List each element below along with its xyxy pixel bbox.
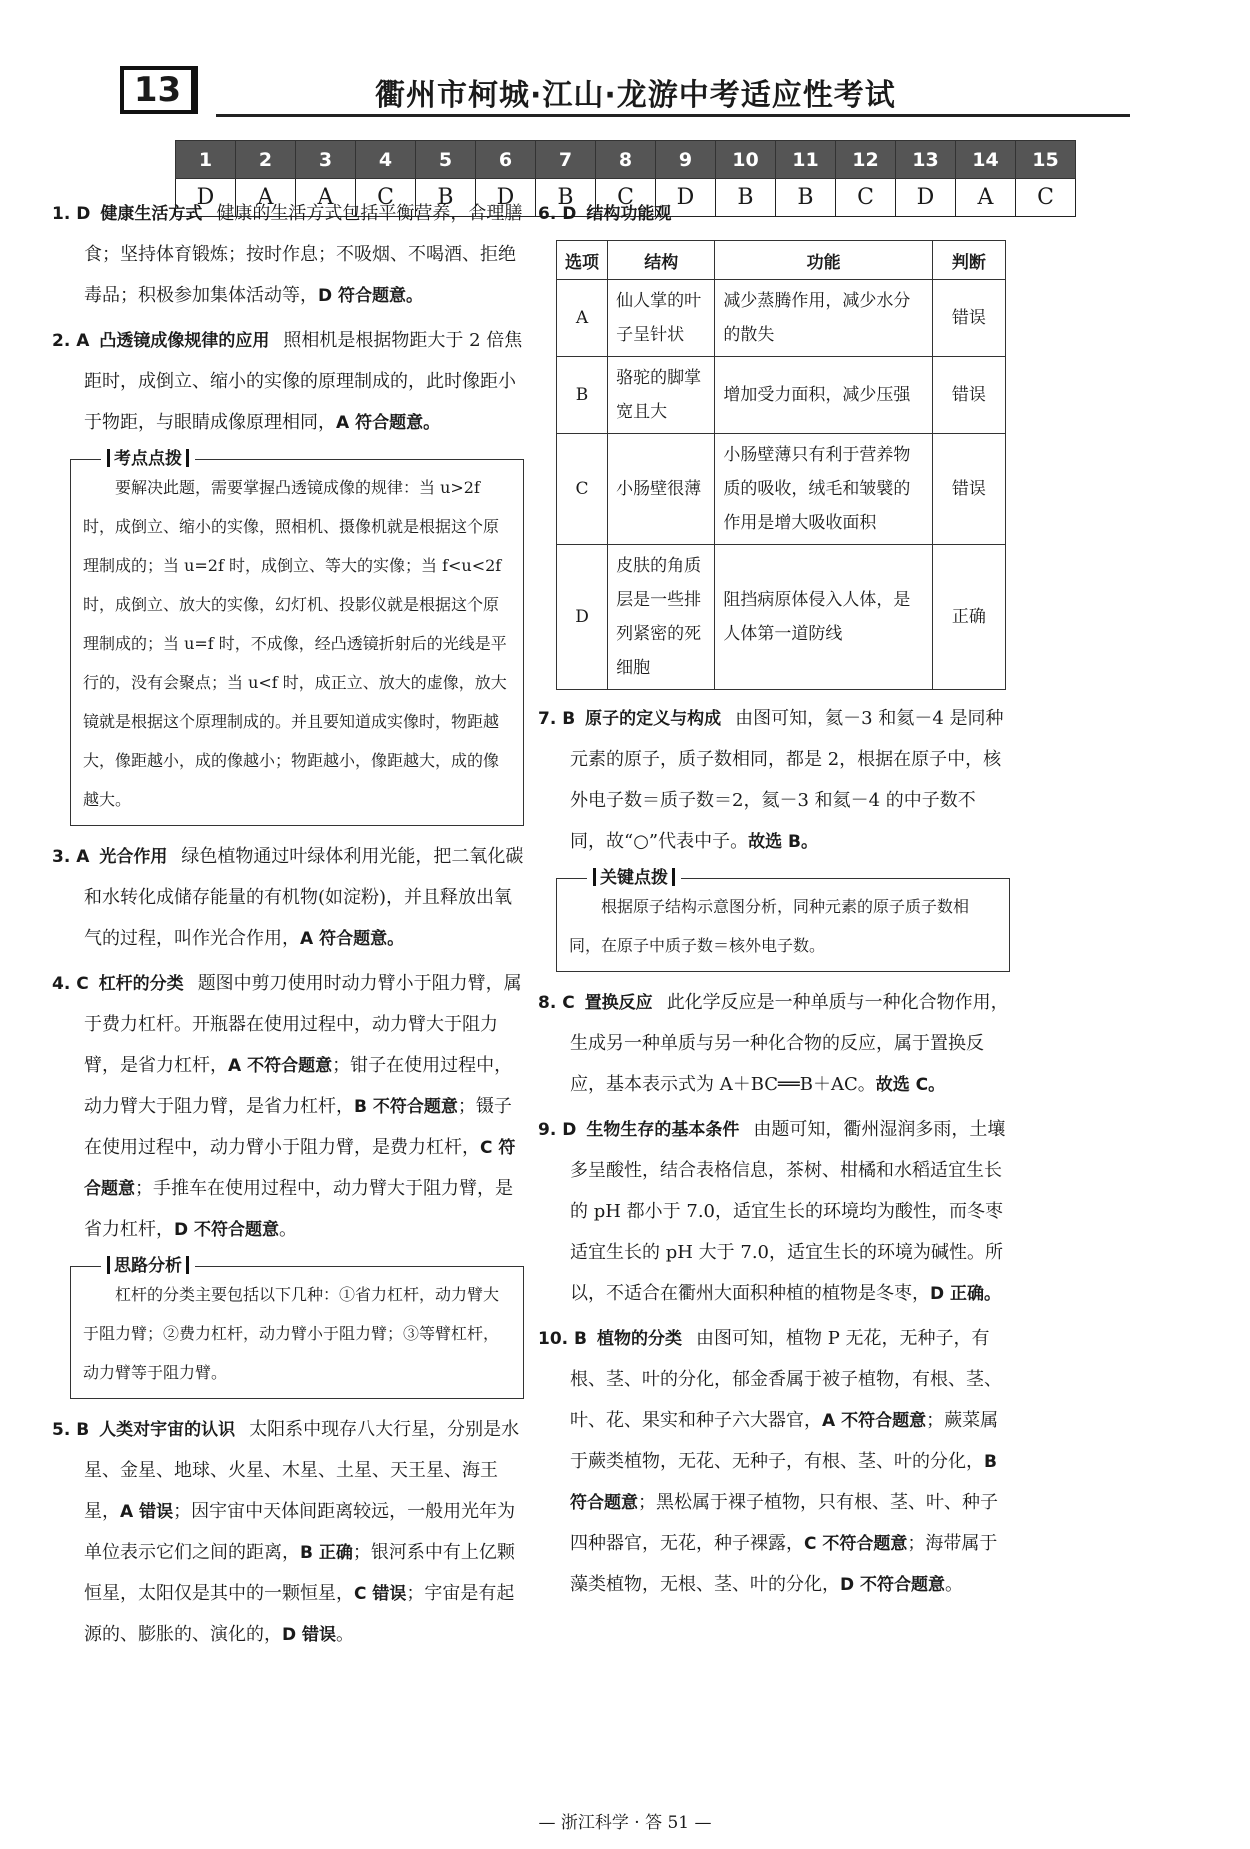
q6-table-cell: B <box>557 357 608 434</box>
answer-key-answer: C <box>596 179 656 217</box>
answer-key-answer: B <box>716 179 776 217</box>
q9-explanation: 9. D 生物生存的基本条件 由题可知，衢州湿润多雨，土壤多呈酸性，结合表格信息，茶树、柑橘和水稻适宜生长的 pH 都小于 7.0，适宜生长的环境均为酸性，而冬枣适宜生长的 pH 大于 7.0，适宜生长的环境为碱性。所以，不适合在衢州大面积种植的植物是冬枣，D 正确。 <box>538 1119 1006 1304</box>
answer-key-number: 4 <box>356 141 416 179</box>
page-header <box>120 62 1130 122</box>
q6-table-header-cell: 选项 <box>557 241 608 280</box>
page-footer: — 浙江科学 · 答 51 — <box>538 1813 712 1833</box>
q6-table-cell: 小肠壁薄只有利于营养物质的吸收，绒毛和皱襞的作用是增大吸收面积 <box>715 434 932 545</box>
q6-table-header-cell: 功能 <box>715 241 932 280</box>
answer-key-number: 6 <box>476 141 536 179</box>
q7-explanation: 7. B 原子的定义与构成 由图可知，氦－3 和氦－4 是同种元素的原子，质子数相同，都是 2，根据在原子中，核外电子数＝质子数＝2，氦－3 和氦－4 的中子数不同，故“○”代表中子。故选 B。 <box>538 708 1004 852</box>
q6-table-header <box>557 241 1006 280</box>
right-column <box>538 193 1010 1609</box>
q6-table-cell: 减少蒸腾作用，减少水分的散失 <box>715 280 932 357</box>
table-row <box>557 280 1006 357</box>
answer-key-answer: C <box>1016 179 1076 217</box>
q8-explanation: 8. C 置换反应 此化学反应是一种单质与一种化合物作用，生成另一种单质与另一种化合物的反应，属于置换反应，基本表示式为 A＋BC══B＋AC。故选 C。 <box>538 992 1009 1095</box>
table-row <box>557 357 1006 434</box>
answer-key-answer: A <box>236 179 296 217</box>
q6-explanation: 6. D 结构功能观 <box>538 204 672 224</box>
answer-key-number: 11 <box>776 141 836 179</box>
answer-key-number: 10 <box>716 141 776 179</box>
q6-table-cell: 阻挡病原体侵入人体，是人体第一道防线 <box>715 545 932 690</box>
answer-key-number: 9 <box>656 141 716 179</box>
answer-key-answer: C <box>356 179 416 217</box>
table-row <box>557 434 1006 545</box>
q6-table-header-cell: 判断 <box>932 241 1005 280</box>
answer-key-answer: D <box>476 179 536 217</box>
answer-key-answer: D <box>176 179 236 217</box>
answer-key-number: 7 <box>536 141 596 179</box>
left-column <box>52 193 524 1659</box>
answer-key-answer: C <box>836 179 896 217</box>
answer-key-answer: D <box>896 179 956 217</box>
q6-table-cell: 错误 <box>932 280 1005 357</box>
answer-key-number: 8 <box>596 141 656 179</box>
q6-table-cell: 骆驼的脚掌宽且大 <box>608 357 715 434</box>
header-rule <box>216 114 1130 117</box>
answer-key-number: 2 <box>236 141 296 179</box>
q6-table-cell: 错误 <box>932 434 1005 545</box>
q3-explanation: 3. A 光合作用 绿色植物通过叶绿体利用光能，把二氧化碳和水转化成储存能量的有机物(如淀粉)，并且释放出氧气的过程，叫作光合作用，A 符合题意。 <box>52 846 524 949</box>
answer-key-number: 14 <box>956 141 1016 179</box>
q6-table-body <box>557 280 1006 690</box>
table-row <box>557 545 1006 690</box>
answer-key-answer: B <box>776 179 836 217</box>
answer-key-number: 1 <box>176 141 236 179</box>
q6-table-cell: A <box>557 280 608 357</box>
answer-key-numbers-row <box>176 141 1076 179</box>
tip-box-silu: 思路分析 杠杆的分类主要包括以下几种：①省力杠杆，动力臂大于阻力臂；②费力杠杆，动力臂小于阻力臂；③等臂杠杆，动力臂等于阻力臂。 <box>70 1266 524 1399</box>
answer-key-answer: B <box>536 179 596 217</box>
answer-key-number: 15 <box>1016 141 1076 179</box>
q4-explanation: 4. C 杠杆的分类 题图中剪刀使用时动力臂小于阻力臂，属于费力杠杆。开瓶器在使用过程中，动力臂大于阻力臂，是省力杠杆，A 不符合题意；钳子在使用过程中，动力臂大于阻力臂，是省力杠杆，B 不符合题意；镊子在使用过程中，动力臂小于阻力臂，是费力杠杆，C 符合题意；手推车在使用过程中，动力臂大于阻力臂，是省力杠杆，D 不符合题意。 <box>52 973 522 1240</box>
q6-table-cell: 仙人掌的叶子呈针状 <box>608 280 715 357</box>
q6-table-cell: C <box>557 434 608 545</box>
answer-key-number: 3 <box>296 141 356 179</box>
answer-key-answer: A <box>296 179 356 217</box>
answer-key-number: 13 <box>896 141 956 179</box>
answer-key-number: 12 <box>836 141 896 179</box>
q6-table-cell: 小肠壁很薄 <box>608 434 715 545</box>
q10-explanation: 10. B 植物的分类 由图可知，植物 P 无花，无种子，有根、茎、叶的分化，郁金香属于被子植物，有根、茎、叶、花、果实和种子六大器官，A 不符合题意；蕨菜属于蕨类植物，无花、无种子，有根、茎、叶的分化，B 符合题意；黑松属于裸子植物，只有根、茎、叶、种子四种器官，无花，种子裸露，C 不符合题意；海带属于藻类植物，无根、茎、叶的分化，D 不符合题意。 <box>538 1328 1002 1595</box>
q5-explanation: 5. B 人类对宇宙的认识 太阳系中现存八大行星，分别是水星、金星、地球、火星、木星、土星、天王星、海王星，A 错误；因宇宙中天体间距离较远，一般用光年为单位表示它们之间的距离，B 正确；银河系中有上亿颗恒星，太阳仅是其中的一颗恒星，C 错误；宇宙是有起源的、膨胀的、演化的，D 错误。 <box>52 1419 520 1645</box>
q6-table-cell: D <box>557 545 608 690</box>
answer-key-answer: A <box>956 179 1016 217</box>
tip-box-kaodian: 考点点拨 要解决此题，需要掌握凸透镜成像的规律：当 u>2f 时，成倒立、缩小的实像，照相机、摄像机就是根据这个原理制成的；当 u=2f 时，成倒立、等大的实像；当 f<u<2f 时，成倒立、放大的实像，幻灯机、投影仪就是根据这个原理制成的；当 u=f 时，不成像，经凸透镜折射后的光线是平行的，没有会聚点；当 u<f 时，成正立、放大的虚像，放大镜就是根据这个原理制成的。并且要知道成实像时，物距越大，像距越小，成的像越小；物距越小，像距越大，成的像越大。 <box>70 459 524 826</box>
q2-explanation: 2. A 凸透镜成像规律的应用 照相机是根据物距大于 2 倍焦距时，成倒立、缩小的实像的原理制成的，此时像距小于物距，与眼睛成像原理相同，A 符合题意。 <box>52 330 523 433</box>
exam-title: 衢州市柯城·江山·龙游中考适应性考试 <box>375 78 896 113</box>
q1-explanation: 1. D 健康生活方式 健康的生活方式包括平衡营养，合理膳食；坚持体育锻炼；按时作息；不吸烟、不喝酒、拒绝毒品；积极参加集体活动等，D 符合题意。 <box>52 203 523 306</box>
exam-number-badge: 13 <box>120 66 198 114</box>
answer-key-answer: B <box>416 179 476 217</box>
answer-key-number: 5 <box>416 141 476 179</box>
q6-table-cell: 正确 <box>932 545 1005 690</box>
tip-box-guanjian: 关键点拨 根据原子结构示意图分析，同种元素的原子质子数相同，在原子中质子数＝核外电子数。 <box>556 878 1010 972</box>
q6-table-header-cell: 结构 <box>608 241 715 280</box>
answer-key-answer: D <box>656 179 716 217</box>
q6-table-cell: 错误 <box>932 357 1005 434</box>
q6-structure-function-table <box>556 240 1006 690</box>
q6-table-cell: 增加受力面积，减少压强 <box>715 357 932 434</box>
q6-table-cell: 皮肤的角质层是一些排列紧密的死细胞 <box>608 545 715 690</box>
